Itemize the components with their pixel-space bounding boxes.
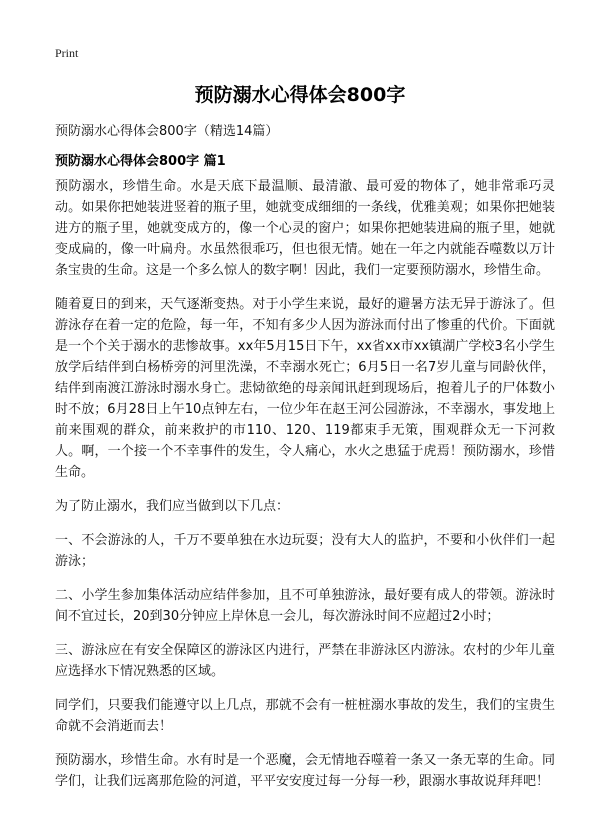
paragraph-tip-2: 二、小学生参加集体活动应结伴参加，且不可单独游泳，最好要有成人的带领。游泳时间不宜过长，20到30分钟应上岸休息一会儿，每次游泳时间不应超过2小时； [55, 588, 555, 624]
document-body [55, 176, 555, 805]
paragraph-tip-3: 三、游泳应在有安全保障区的游泳区内进行，严禁在非游泳区内游泳。农村的少年儿童应选择水下情况熟悉的区域。 [55, 643, 555, 679]
paragraph-summary: 同学们，只要我们能遵守以上几点，那就不会有一桩桩溺水事故的发生，我们的宝贵生命就不会消逝而去！ [55, 698, 555, 734]
paragraph-stories: 随着夏日的到来，天气逐渐变热。对于小学生来说，最好的避暑方法无异于游泳了。但游泳存在着一定的危险，每一年，不知有多少人因为游泳而付出了惨重的代价。下面就是一个个关于溺水的悲惨故事。xx年5月15日下午，xx省xx市xx镇湖广学校3名小学生放学后结伴到白杨桥旁的河里洗澡，不幸溺水死亡；6月5日一名7岁儿童与同龄伙伴，结伴到南渡江游泳时溺水身亡。悲恸欲绝的母亲闻讯赶到现场后，抱着儿子的尸体数小时不放；6月28日上午10点钟左右，一位少年在赵王河公园游泳，不幸溺水，事发地上前来围观的群众，前来救护的市110、120、119都束手无策，围观群众无一下河救人。啊，一个接一个不幸事件的发生，令人痛心，水火之患猛于虎焉！预防溺水，珍惜生命。 [55, 297, 555, 480]
paragraph-tip-1: 一、不会游泳的人，千万不要单独在水边玩耍；没有大人的监护，不要和小伙伴们一起游泳； [55, 533, 555, 569]
paragraph-closing: 预防溺水，珍惜生命。水有时是一个恶魔，会无情地吞噬着一条又一条无辜的生命。同学们，让我们远离那危险的河道，平平安安度过每一分每一秒，跟溺水事故说拜拜吧！ [55, 753, 555, 789]
paragraph-tips-intro: 为了防止溺水，我们应当做到以下几点： [55, 499, 290, 514]
paragraph-intro: 预防溺水，珍惜生命。水是天底下最温顺、最清澈、最可爱的物体了，她非常乖巧灵动。如果你把她装进竖着的瓶子里，她就变成细细的一条线，优雅美观；如果你把她装进方的瓶子里，她就变成方的，像一个心灵的窗户；如果你把她装进扁的瓶子里，她就变成扁的，像一叶扁舟。水虽然很乖巧，但也很无情。她在一年之内就能吞噬数以万计条宝贵的生命。这是一个多么惊人的数字啊！因此，我们一定要预防溺水，珍惜生命。 [55, 179, 555, 278]
document-subtitle: 预防溺水心得体会800字（精选14篇） [55, 124, 279, 139]
print-label: Print [55, 46, 79, 60]
section-heading: 预防溺水心得体会800字 篇1 [55, 154, 226, 169]
document-title: 预防溺水心得体会800字 [194, 84, 406, 106]
